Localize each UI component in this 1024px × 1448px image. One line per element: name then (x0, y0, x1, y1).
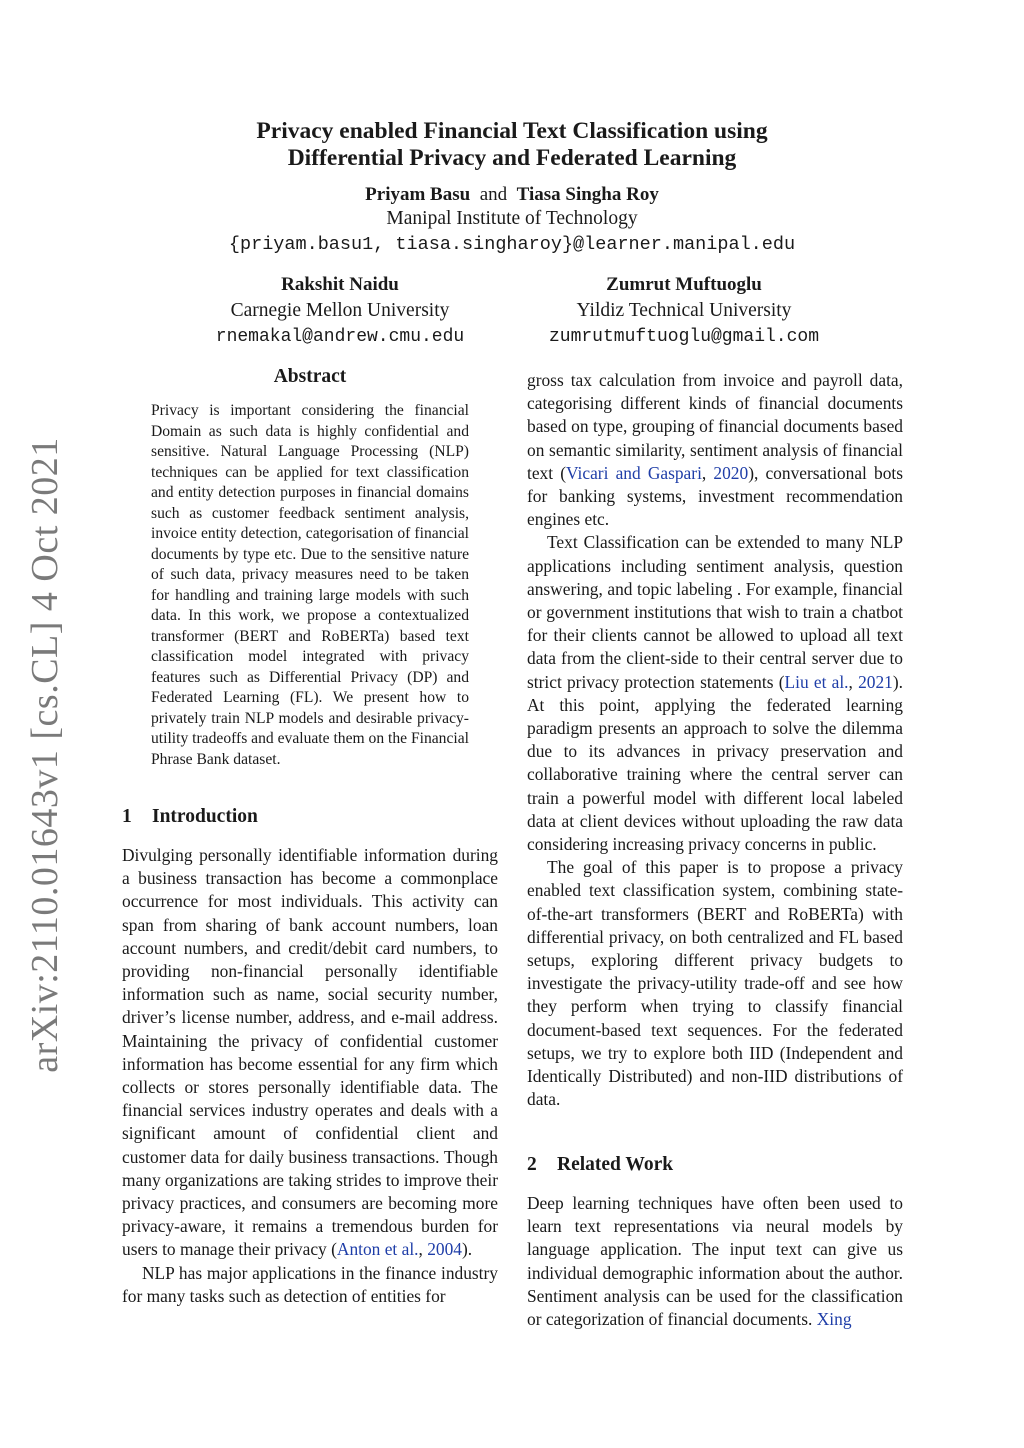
arxiv-sidebar (10, 437, 80, 1073)
citation-link[interactable]: Vicari and Gaspari (566, 462, 702, 483)
citation-year-link[interactable]: 2020 (713, 462, 749, 483)
paper-title (150, 118, 874, 172)
related-paragraph-1 (527, 1192, 903, 1331)
intro-paragraph-2: NLP has major applications in the finance industry for many tasks such as detection of entities for (122, 1262, 498, 1306)
paragraph-text: ). (462, 1239, 473, 1260)
author-line-primary (150, 184, 874, 206)
intro-paragraph-5: The goal of this paper is to propose a privacy enabled text classification system, combining state-of-the-art transformers (BERT and RoBERTa) with differential privacy, on both centralized and FL based setups, exploring different privacy budgets to investigate the privacy-utility trade-off and see how they perform when trying to classify financial document-based text sequences. For the federated setups, we try to explore both IID (Independent and Identically Distributed) and non-IID distributions of data. (527, 857, 903, 1110)
author-institution: Carnegie Mellon University (230, 300, 450, 321)
paragraph-text: Divulging personally identifiable information during a business transaction has become a commonplace occurrence for most individuals. This activity can span from sharing of bank account numbers, loan account numbers, and credit/debit card numbers, to providing non-financial personally identifiable information such as name, social security number, driver’s license number, address, and e-mail address. Maintaining the privacy of confidential customer information has become essential for any firm which collects or stores personally identifiable data. The financial services industry operates and deals with a significant amount of confidential client and customer data for daily business transactions. Though many organizations are taking strides to improve their privacy practices, and consumers are becoming more privacy-aware, it remains a tremendous burden for users to manage their privacy ( (122, 845, 498, 1260)
citation-year-link[interactable]: 2021 (858, 671, 893, 692)
author-connector: and (479, 184, 508, 205)
author-email: rnemakal@andrew.cmu.edu (215, 327, 465, 347)
section-heading-introduction (122, 806, 258, 828)
right-column-body (527, 369, 903, 1112)
intro-paragraph-3 (527, 369, 903, 531)
title-line-2: Differential Privacy and Federated Learning (287, 145, 737, 171)
author-name: Tiasa Singha Roy (516, 184, 659, 205)
paragraph-text: ). At this point, applying the federated learning paradigm presents an approach to solve the dilemma due to its advances in privacy preservation and collaborative training where the central server can train a powerful model with different local labeled data at client devices without uploading the raw data considering increasing privacy concerns in public. (527, 671, 903, 855)
related-work-body (527, 1192, 903, 1331)
section-heading-related-work (527, 1154, 673, 1176)
arxiv-identifier: arXiv:2110.01643v1 [cs.CL] 4 Oct 2021 (24, 437, 66, 1073)
paragraph-text: Deep learning techniques have often been used to learn text representations via neural models by language application. The input text can give us individual demographic information about the author. Sentiment analysis can be used for the classification or categorization of financial documents. (527, 1193, 903, 1330)
author-block-naidu (160, 272, 520, 350)
title-line-1: Privacy enabled Financial Text Classification using (256, 118, 768, 144)
section-number: 1 (122, 806, 132, 827)
author-email: {priyam.basu1, tiasa.singharoy}@learner.manipal.edu (228, 234, 796, 255)
section-title: Related Work (557, 1154, 674, 1175)
author-affiliation: Manipal Institute of Technology (386, 208, 638, 229)
citation-link[interactable]: Liu et al. (784, 671, 849, 692)
abstract-heading: Abstract (273, 366, 347, 387)
abstract-text: Privacy is important considering the financial Domain as such data is highly confidential and sensitive. Natural Language Processing (NLP) techniques can be applied for text classification and entity detection purposes in financial domains such as customer feedback sentiment analysis, invoice entity detection, categorisation of financial documents by type etc. Due to the sensitive nature of such data, privacy measures need to be taken for handling and training large models with such data. In this work, we propose a contextualized transformer (BERT and RoBERTa) based text classification model integrated with privacy features such as Differential Privacy (DP) and Federated Learning (FL). We present how to privately train NLP models and desirable privacy-utility tradeoffs and evaluate them on the Financial Phrase Bank dataset. (151, 402, 469, 768)
author-name: Rakshit Naidu (281, 274, 399, 295)
author-name: Zumrut Muftuoglu (606, 274, 762, 295)
paragraph-text: Text Classification can be extended to many NLP applications including sentiment analysis, question answering, and topic labeling . For example, financial or government institutions that wish to train a chatbot for their clients cannot be allowed to upload all text data from the client-side to their central server due to strict privacy protection statements ( (527, 532, 903, 692)
citation-year-link[interactable]: 2004 (427, 1239, 462, 1260)
citation-link[interactable]: Xing (816, 1309, 852, 1330)
citation-link[interactable]: Anton et al. (336, 1239, 419, 1260)
citation-separator: , (701, 462, 714, 483)
author-block-muftuoglu (504, 272, 864, 350)
paragraph-text: gross tax calculation from invoice and payroll data, categorising different kinds of financial documents based on type, grouping of financial documents based on semantic similarity, sentiment analysis of financial text ( (527, 370, 903, 483)
author-email: zumrutmuftuoglu@gmail.com (548, 327, 820, 347)
paragraph-text: ), conversational bots for banking systems, investment recommendation engines etc. (527, 462, 904, 530)
section-number: 2 (527, 1154, 537, 1175)
intro-paragraph-4 (527, 531, 903, 856)
section-title: Introduction (152, 806, 258, 827)
left-column-body (122, 844, 498, 1308)
citation-separator: , (418, 1239, 428, 1260)
citation-separator: , (848, 671, 859, 692)
author-name: Priyam Basu (365, 184, 471, 205)
intro-paragraph-1 (122, 844, 498, 1262)
author-institution: Yildiz Technical University (576, 300, 792, 321)
